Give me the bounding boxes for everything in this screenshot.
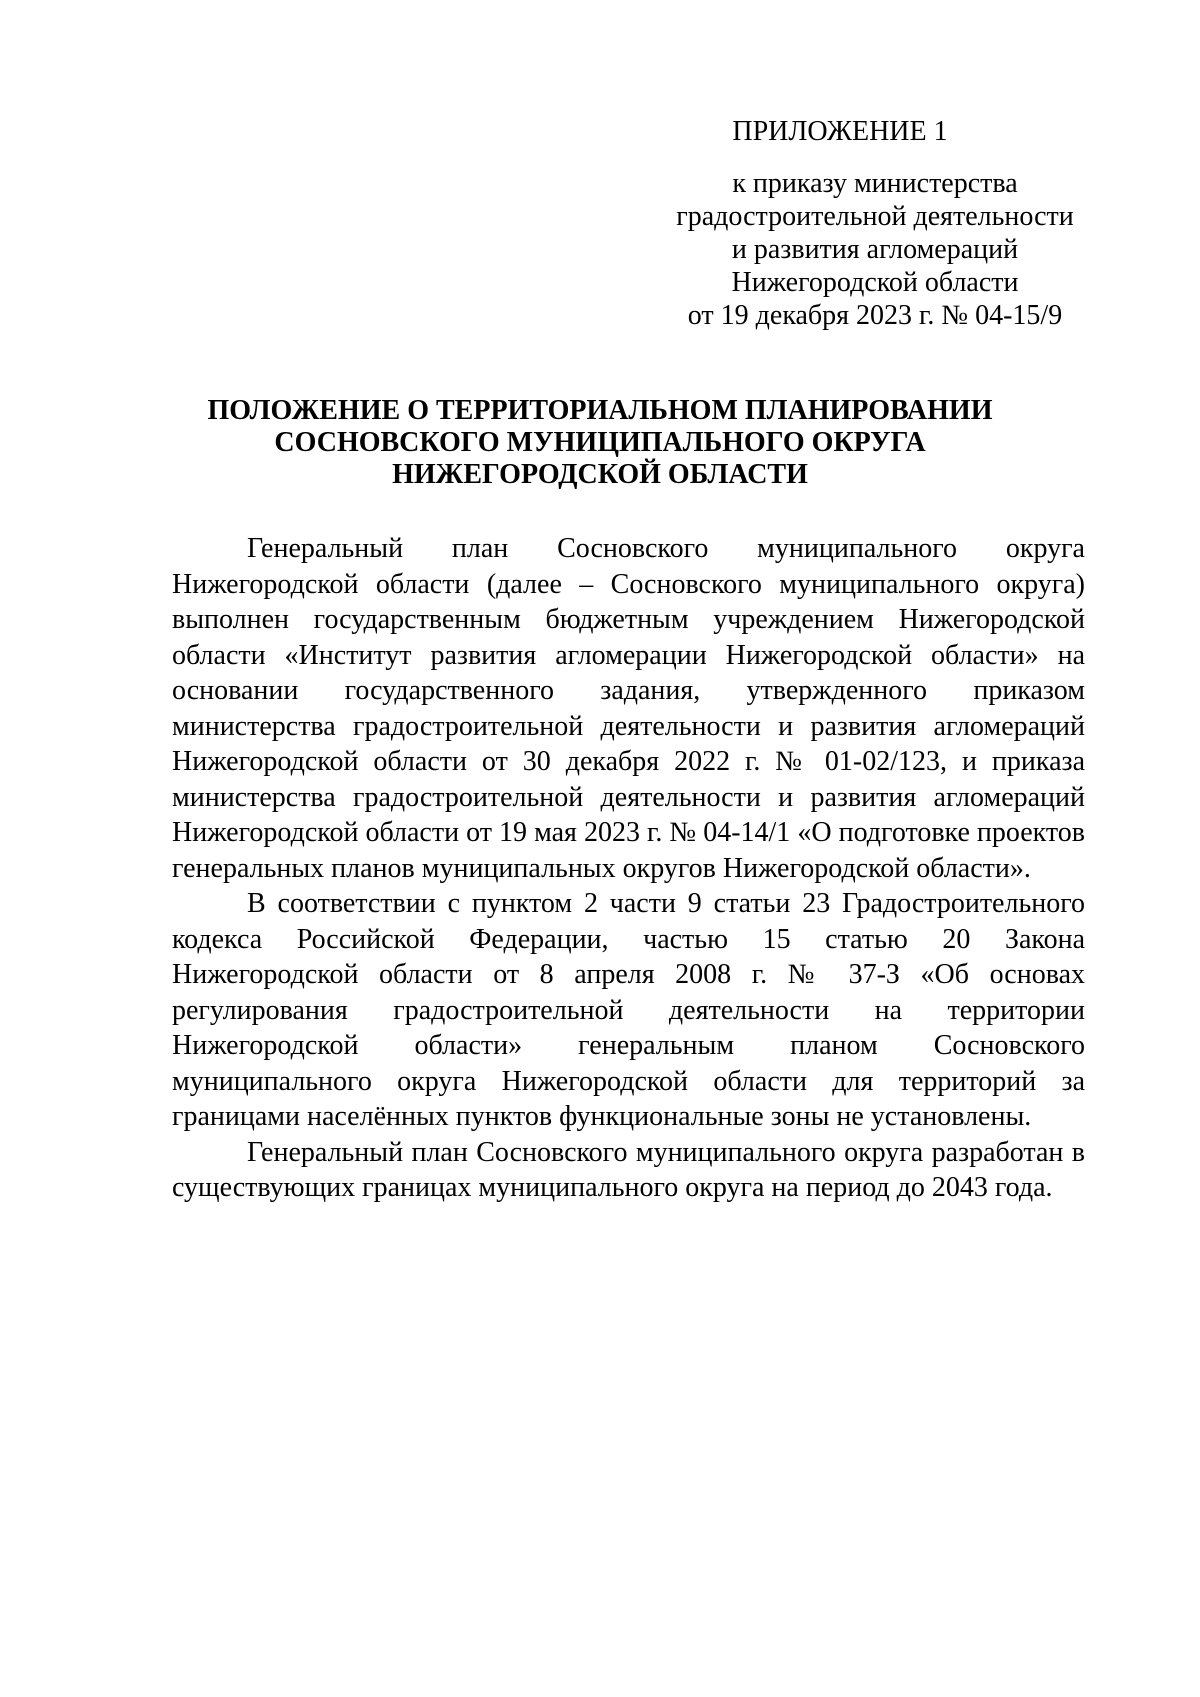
order-reference-line: градостроительной деятельности	[676, 201, 1074, 232]
document-body	[172, 531, 1085, 1206]
document-title-line: ПОЛОЖЕНИЕ О ТЕРРИТОРИАЛЬНОМ ПЛАНИРОВАНИИ	[207, 395, 993, 426]
document-title-line: СОСНОВСКОГО МУНИЦИПАЛЬНОГО ОКРУГА	[274, 427, 926, 458]
order-reference-line: и развития агломераций	[731, 234, 1019, 265]
document-title	[160, 395, 1040, 491]
appendix-label: ПРИЛОЖЕНИЕ 1	[732, 116, 948, 147]
body-paragraph: Генеральный план Сосновского муниципального округа Нижегородской области (далее – Сосновского муниципального округа) выполнен государственным бюджетным учреждением Нижегородской области «Институт развития агломерации Нижегородской области» на основании государственного задания, утвержденного приказом министерства градостроительной деятельности и развития агломераций Нижегородской области от 30 декабря 2022 г. № 01-02/123, и приказа министерства градостроительной деятельности и развития агломераций Нижегородской области от 19 мая 2023 г. № 04-14/1 «О подготовке проектов генеральных планов муниципальных округов Нижегородской области».	[172, 533, 1085, 884]
order-reference	[650, 167, 1100, 332]
body-paragraph: Генеральный план Сосновского муниципального округа разработан в существующих границах муниципального округа на период до 2043 года.	[172, 1136, 1085, 1203]
order-reference-line: Нижегородской области	[731, 267, 1019, 298]
body-paragraph: В соответствии с пунктом 2 части 9 статьи 23 Градостроительного кодекса Российской Федерации, частью 15 статью 20 Закона Нижегородской области от 8 апреля 2008 г. № 37-З «Об основах регулирования градостроительной деятельности на территории Нижегородской области» генеральным планом Сосновского муниципального округа Нижегородской области для территорий за границами населённых пунктов функциональные зоны не установлены.	[172, 888, 1085, 1132]
order-reference-line: к приказу министерства	[732, 168, 1018, 199]
document-title-line: НИЖЕГОРОДСКОЙ ОБЛАСТИ	[392, 459, 808, 490]
order-reference-line: от 19 декабря 2023 г. № 04-15/9	[687, 300, 1063, 331]
